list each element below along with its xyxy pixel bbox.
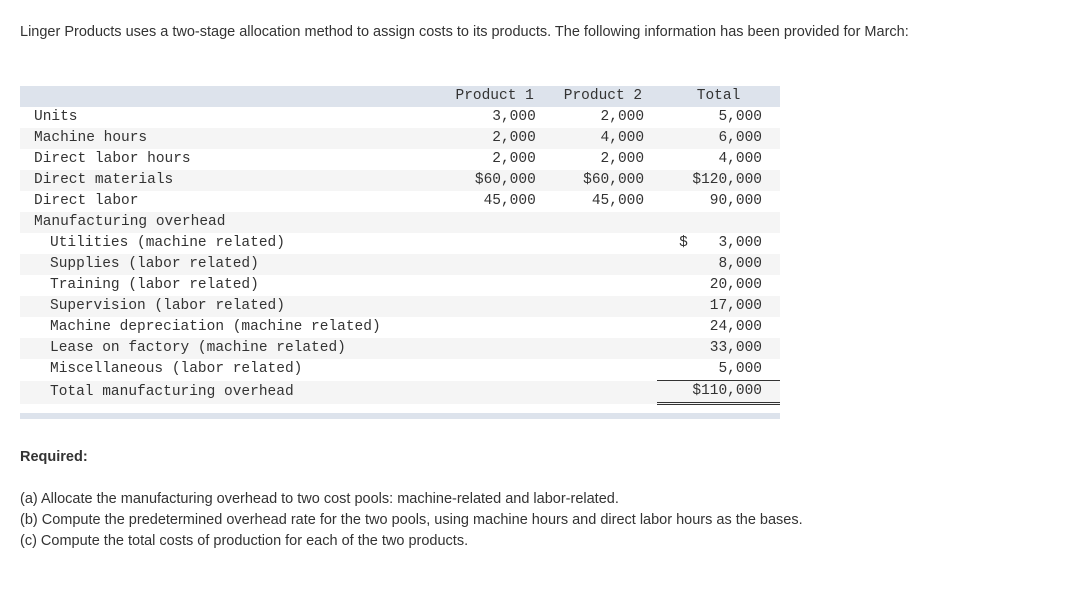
- header-product-2: Product 2: [563, 88, 643, 104]
- overhead-row: [20, 275, 780, 296]
- table-row: [20, 107, 780, 128]
- row-label: Direct labor hours: [34, 151, 191, 167]
- intro-text: Linger Products uses a two-stage allocation method to assign costs to its products. The following information has been provided for March:: [20, 24, 909, 40]
- list-item: (b) Compute the predetermined overhead rate for the two pools, using machine hours and direct labor hours as the bases.: [20, 512, 803, 528]
- header-label: [20, 86, 441, 107]
- overhead-label: Utilities (machine related): [50, 235, 285, 251]
- product-2-value: [549, 212, 657, 233]
- list-item: (c) Compute the total costs of production for each of the two products.: [20, 533, 469, 549]
- total-value: 6,000: [718, 130, 762, 146]
- requirements-list: [20, 489, 803, 552]
- total-value: 4,000: [718, 151, 762, 167]
- header-total: Total: [696, 88, 741, 104]
- overhead-total-label: Total manufacturing overhead: [50, 383, 294, 400]
- overhead-label: Supervision (labor related): [50, 298, 285, 314]
- overhead-grand-total: $110,000: [657, 381, 780, 404]
- overhead-amount: 3,000: [718, 235, 762, 251]
- total-value: [657, 212, 780, 233]
- total-value: 90,000: [709, 193, 762, 209]
- overhead-total-value: 24,000: [709, 319, 762, 335]
- overhead-row: [20, 254, 780, 275]
- product-2-value: 45,000: [591, 193, 645, 209]
- product-2-value: 2,000: [600, 151, 645, 167]
- product-1-value: 2,000: [492, 151, 536, 167]
- total-value: $120,000: [692, 172, 762, 188]
- product-1-value: 45,000: [483, 193, 536, 209]
- row-label: Direct labor: [34, 193, 139, 209]
- spacer-row: [20, 404, 780, 414]
- table-row: [20, 170, 780, 191]
- header-product-1: Product 1: [455, 88, 534, 104]
- overhead-row: [20, 359, 780, 381]
- overhead-label: Miscellaneous (labor related): [50, 361, 303, 378]
- table-row: [20, 212, 780, 233]
- overhead-label: Machine depreciation (machine related): [50, 319, 381, 335]
- table-header-row: [20, 86, 780, 107]
- cost-data-table: [20, 86, 780, 419]
- overhead-total-value: 5,000: [657, 359, 780, 381]
- list-item: (a) Allocate the manufacturing overhead to two cost pools: machine-related and labor-related.: [20, 491, 619, 507]
- overhead-label: Supplies (labor related): [50, 256, 259, 272]
- product-2-value: $60,000: [583, 172, 645, 188]
- overhead-total-row: [20, 381, 780, 404]
- total-value: 5,000: [718, 109, 762, 125]
- overhead-total-value: [657, 233, 780, 254]
- required-heading: Required:: [20, 449, 88, 465]
- overhead-row: [20, 317, 780, 338]
- overhead-row: [20, 233, 780, 254]
- row-label: Direct materials: [34, 172, 174, 188]
- row-label: Manufacturing overhead: [34, 214, 226, 230]
- table-footer-band: [20, 413, 780, 419]
- table-row: [20, 149, 780, 170]
- overhead-label: Training (labor related): [50, 277, 259, 293]
- product-1-value: 2,000: [492, 130, 536, 146]
- overhead-row: [20, 338, 780, 359]
- table-row: [20, 191, 780, 212]
- product-2-value: 2,000: [600, 109, 645, 125]
- overhead-total-value: 8,000: [718, 256, 762, 272]
- overhead-row: [20, 296, 780, 317]
- product-1-value: [441, 212, 549, 233]
- product-1-value: $60,000: [474, 172, 536, 188]
- currency-symbol: $: [679, 235, 688, 251]
- product-2-value: 4,000: [600, 130, 645, 146]
- overhead-total-value: 20,000: [709, 277, 762, 293]
- overhead-label: Lease on factory (machine related): [50, 340, 346, 356]
- table-row: [20, 128, 780, 149]
- overhead-total-value: 17,000: [709, 298, 762, 314]
- product-1-value: 3,000: [492, 109, 536, 125]
- overhead-total-value: 33,000: [709, 340, 762, 356]
- row-label: Machine hours: [34, 130, 148, 146]
- row-label: Units: [34, 109, 78, 125]
